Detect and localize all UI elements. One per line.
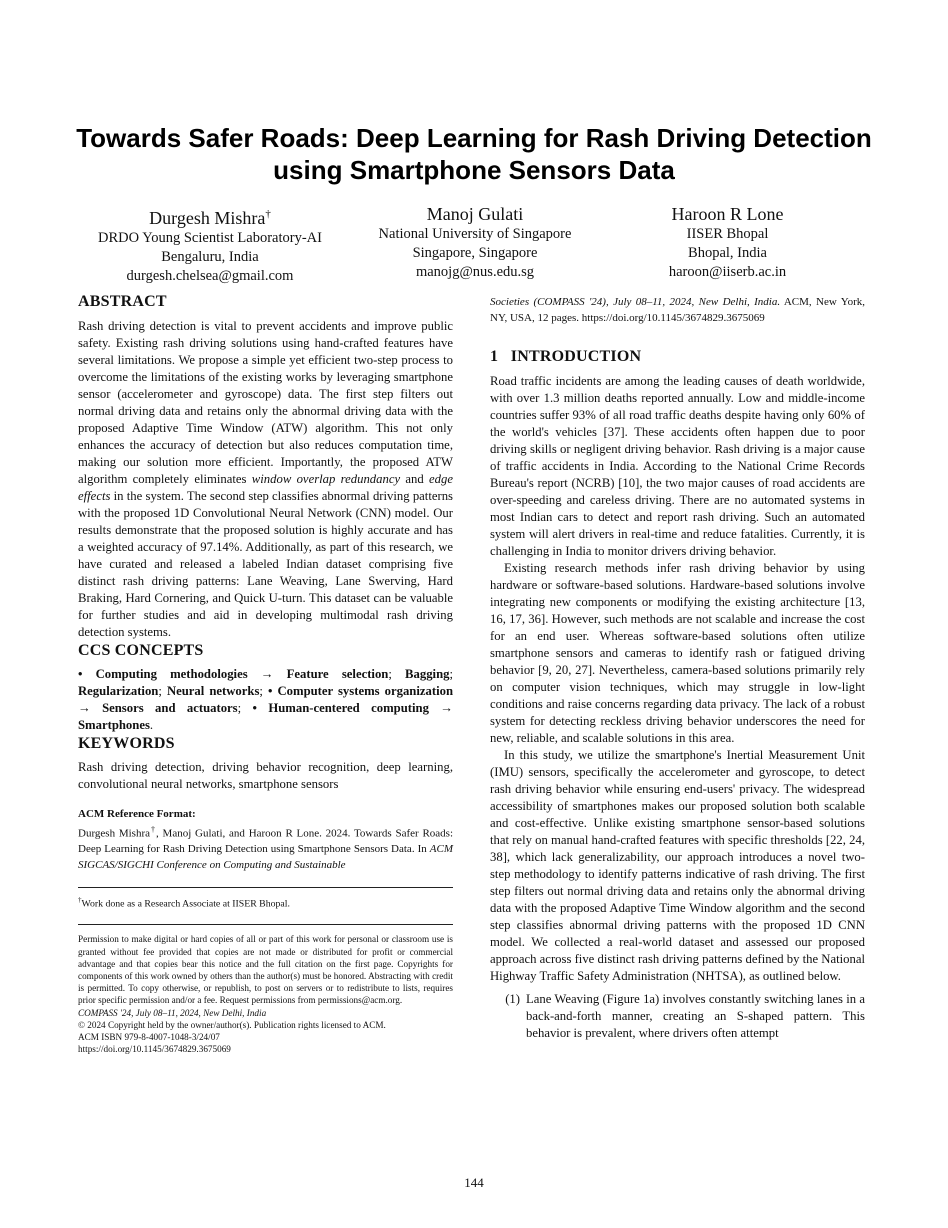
intro-paragraph-1: Road traffic incidents are among the leading causes of death worldwide, with over 1.3 million deaths reported annually. Low and middle-income countries suffer 93% of all road traffic deaths despite having only 60% of the world's vehicles [37]. These accidents often happen due to poor driving skills or negligent driving behavior. Rash driving is a major cause of traffic accidents in India. According to the National Crime Records Bureau's report (NCRB) [10], the two major causes of road accidents are over-speeding and careless driving. There are no automated systems in most Indian cars to detect and report rash driving. Such an automated system will alert drivers in real-time and reduce fatalities. Currently, it is challenging in India to monitor drivers driving behavior. <box>490 374 865 558</box>
right-column <box>490 292 865 1042</box>
author-block <box>60 203 888 283</box>
author-mark: † <box>265 208 271 220</box>
ccs-concepts-text: • Computing methodologies → Feature selection; Bagging; Regularization; Neural networks; • Computer systems organization → Sensors and actuators; • Human-centered computing → Smartphones. <box>78 667 454 732</box>
abstract-text: Rash driving detection is vital to prevent accidents and improve public safety. Existing rash driving solutions using hand-crafted features have several limitations. We propose a simple yet efficient two-step process to overcome the limitations of the existing works by leveraging smartphone sensor (accelerometer and gyroscope) data. The first step filters out normal driving data and retains only the abnormal driving data with the proposed Adaptive Time Window (ATW) algorithm. This not only enhances the accuracy of detection but also reduces computation time, making our solution more efficient. Importantly, the proposed ATW algorithm completely eliminates window overlap redundancy and edge effects in the system. The second step classifies abnormal driving patterns with the proposed 1D Convolutional Neural Network (CNN) model. Our results demonstrate that the proposed solution is highly accurate and has a weighted accuracy of 97.14%. Additionally, as part of this research, we have curated and released a labeled Indian dataset comprising five distinct rash driving patterns: Lane Weaving, Lane Swerving, Hard Braking, Hard Cornering, and Quick U-turn. This dataset can be valuable for further studies and aid in developing multimodal rash driving detection systems. <box>78 319 453 639</box>
author-name: Haroon R Lone <box>671 204 784 224</box>
keywords-heading: KEYWORDS <box>78 735 175 752</box>
author-3 <box>625 203 830 282</box>
acm-reference-heading: ACM Reference Format: <box>78 808 196 820</box>
acm-reference-continued: Societies (COMPASS '24), July 08–11, 2024, New Delhi, India. ACM, New York, NY, USA, 12 pages. https://doi.org/10.1145/3674829.3675069 <box>490 296 865 324</box>
permission-rule <box>78 924 453 925</box>
list-item <box>490 991 865 1042</box>
permission-isbn: ACM ISBN 979-8-4007-1048-3/24/07 <box>78 1032 220 1043</box>
paper-title: Towards Safer Roads: Deep Learning for Rash Driving Detection using Smartphone Sensors Data <box>76 123 872 185</box>
footnote-rule <box>78 887 453 888</box>
footnote: †Work done as a Research Associate at IISER Bhopal. <box>78 896 290 910</box>
author-location: Bengaluru, India <box>161 249 259 265</box>
permission-block <box>78 933 453 1055</box>
list-text: Lane Weaving (Figure 1a) involves constantly switching lanes in a back-and-forth manner, creating an S-shaped pattern. This behavior is prevalent, where drivers often attempt <box>526 992 865 1040</box>
intro-paragraph-3: In this study, we utilize the smartphone's Inertial Measurement Unit (IMU) sensors, specifically the accelerometer and gyroscope, to detect rash driving behavior while ensuring end-users' privacy. The widespread accessibility of smartphones makes our proposed solution both scalable and cost-effective. Unlike existing smartphone sensor-based solutions that rely on manual hand-crafted features with specific thresholds [22, 24, 38], which lack generalizability, our approach introduces a novel two-step methodology to identify patterns indicative of rash driving. The first step filters out normal driving data and retains only the abnormal driving data with the proposed Adaptive Time Window algorithm and the second step classifies abnormal driving patterns with the proposed 1D CNN model. We collected a real-world dataset and assessed our proposed approach across five distinct rash driving patterns defined by the National Highway Traffic Safety Administration (NHTSA), as outlined below. <box>490 748 865 983</box>
permission-doi[interactable]: https://doi.org/10.1145/3674829.3675069 <box>78 1044 231 1055</box>
author-email[interactable]: durgesh.chelsea@gmail.com <box>126 268 294 284</box>
list-number: (1) <box>505 992 520 1006</box>
keywords-text: Rash driving detection, driving behavior recognition, deep learning, convolutional neural networks, smartphone sensors <box>78 760 453 791</box>
abstract-heading: ABSTRACT <box>78 293 167 310</box>
introduction-heading: 1 INTRODUCTION <box>490 348 642 365</box>
author-location: Singapore, Singapore <box>412 245 538 261</box>
ccs-heading: CCS CONCEPTS <box>78 642 204 659</box>
permission-text: Permission to make digital or hard copies of all or part of this work for personal or classroom use is granted without fee provided that copies are not made or distributed for profit or commercial advantage and that copies bear this notice and the full citation on the first page. Copyrights for components of this work owned by others than the author(s) must be honored. Abstracting with credit is permitted. To copy otherwise, or republish, to post on servers or to redistribute to lists, requires prior specific permission and/or a fee. Request permissions from permissions@acm.org. <box>78 934 453 1006</box>
permission-copyright: © 2024 Copyright held by the owner/author(s). Publication rights licensed to ACM. <box>78 1019 386 1030</box>
author-email[interactable]: manojg@nus.edu.sg <box>415 264 535 280</box>
left-column <box>78 292 453 1055</box>
page-number: 144 <box>464 1175 484 1190</box>
intro-paragraph-2: Existing research methods infer rash driving behavior by using hardware or software-based solutions. Hardware-based solutions involve integrating new components or modifying the existing architecture [13, 16, 17, 36]. However, such methods are not scalable and increase the cost for an end user. Whereas software-based solutions often utilize smartphone sensors and cameras to identify rash or fatigued driving behavior [9, 20, 27]. Nevertheless, camera-based solutions primarily rely on computer vision techniques, which may struggle in low-light conditions and raise concerns regarding data privacy. The lack of a robust system for detecting reckless driving behavior underscores the need for new, reliable, and scalable solutions in this area. <box>490 561 865 745</box>
author-1 <box>60 203 360 286</box>
permission-venue: COMPASS '24, July 08–11, 2024, New Delhi, India <box>78 1007 267 1018</box>
author-affiliation: National University of Singapore <box>378 226 572 242</box>
acm-reference-text: Durgesh Mishra†, Manoj Gulati, and Haroon R Lone. 2024. Towards Safer Roads: Deep Learning for Rash Driving Detection using Smartphone Sensors Data. In ACM SIGCAS/SIGCHI Conference on Computing and Sustainable <box>78 825 453 871</box>
author-location: Bhopal, India <box>688 245 767 261</box>
author-affiliation: DRDO Young Scientist Laboratory-AI <box>98 230 322 246</box>
author-affiliation: IISER Bhopal <box>686 226 769 242</box>
author-name: Manoj Gulati <box>426 204 524 224</box>
author-2 <box>350 203 600 282</box>
author-email[interactable]: haroon@iiserb.ac.in <box>668 264 787 280</box>
author-name: Durgesh Mishra <box>149 208 266 228</box>
